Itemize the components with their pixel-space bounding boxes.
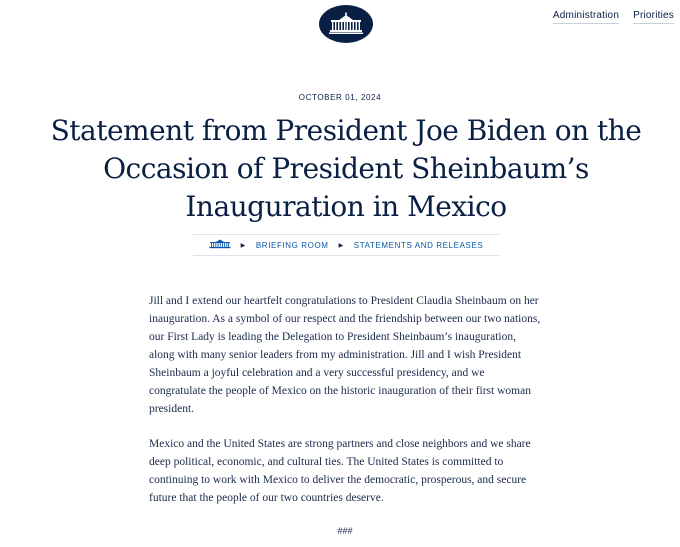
chevron-right-icon: ▶: [338, 242, 344, 249]
breadcrumb-briefing-room[interactable]: BRIEFING ROOM: [255, 240, 329, 250]
breadcrumb-statements-and-releases[interactable]: STATEMENTS AND RELEASES: [353, 240, 484, 250]
nav-link-administration[interactable]: Administration: [553, 10, 619, 24]
white-house-icon: [209, 239, 231, 249]
article-date: OCTOBER 01, 2024: [298, 93, 382, 102]
article-paragraph: Jill and I extend our heartfelt congratulations to President Claudia Sheinbaum on her inauguration. As a symbol of our respect and the friendship between our two nations, our First Lady is leading the Delegation to President Sheinbaum’s inauguration, along with many senior leaders from my administration. Jill and I wish President Sheinbaum a joyful celebration and a very successful presidency, and we congratulate the people of Mexico on the historic inauguration of their first woman president.: [149, 295, 541, 415]
article-body: [149, 292, 544, 524]
chevron-right-icon: ▶: [240, 242, 246, 249]
white-house-seal-icon: [326, 11, 366, 37]
nav-link-priorities[interactable]: Priorities: [633, 10, 674, 24]
breadcrumb: [193, 234, 499, 256]
white-house-logo[interactable]: [319, 5, 373, 43]
page-title: Statement from President Joe Biden on the Occasion of President Sheinbaum’s Inauguration in Mexico: [50, 114, 642, 223]
article-paragraph: Mexico and the United States are strong partners and close neighbors and we share deep political, economic, and cultural ties. The United States is committed to continuing to work with Mexico to deliver the democratic, prosperous, and secure future that the people of our two countries deserve.: [149, 438, 531, 504]
top-navigation: [553, 10, 674, 24]
end-mark: ###: [337, 526, 353, 536]
breadcrumb-home[interactable]: [209, 239, 231, 251]
